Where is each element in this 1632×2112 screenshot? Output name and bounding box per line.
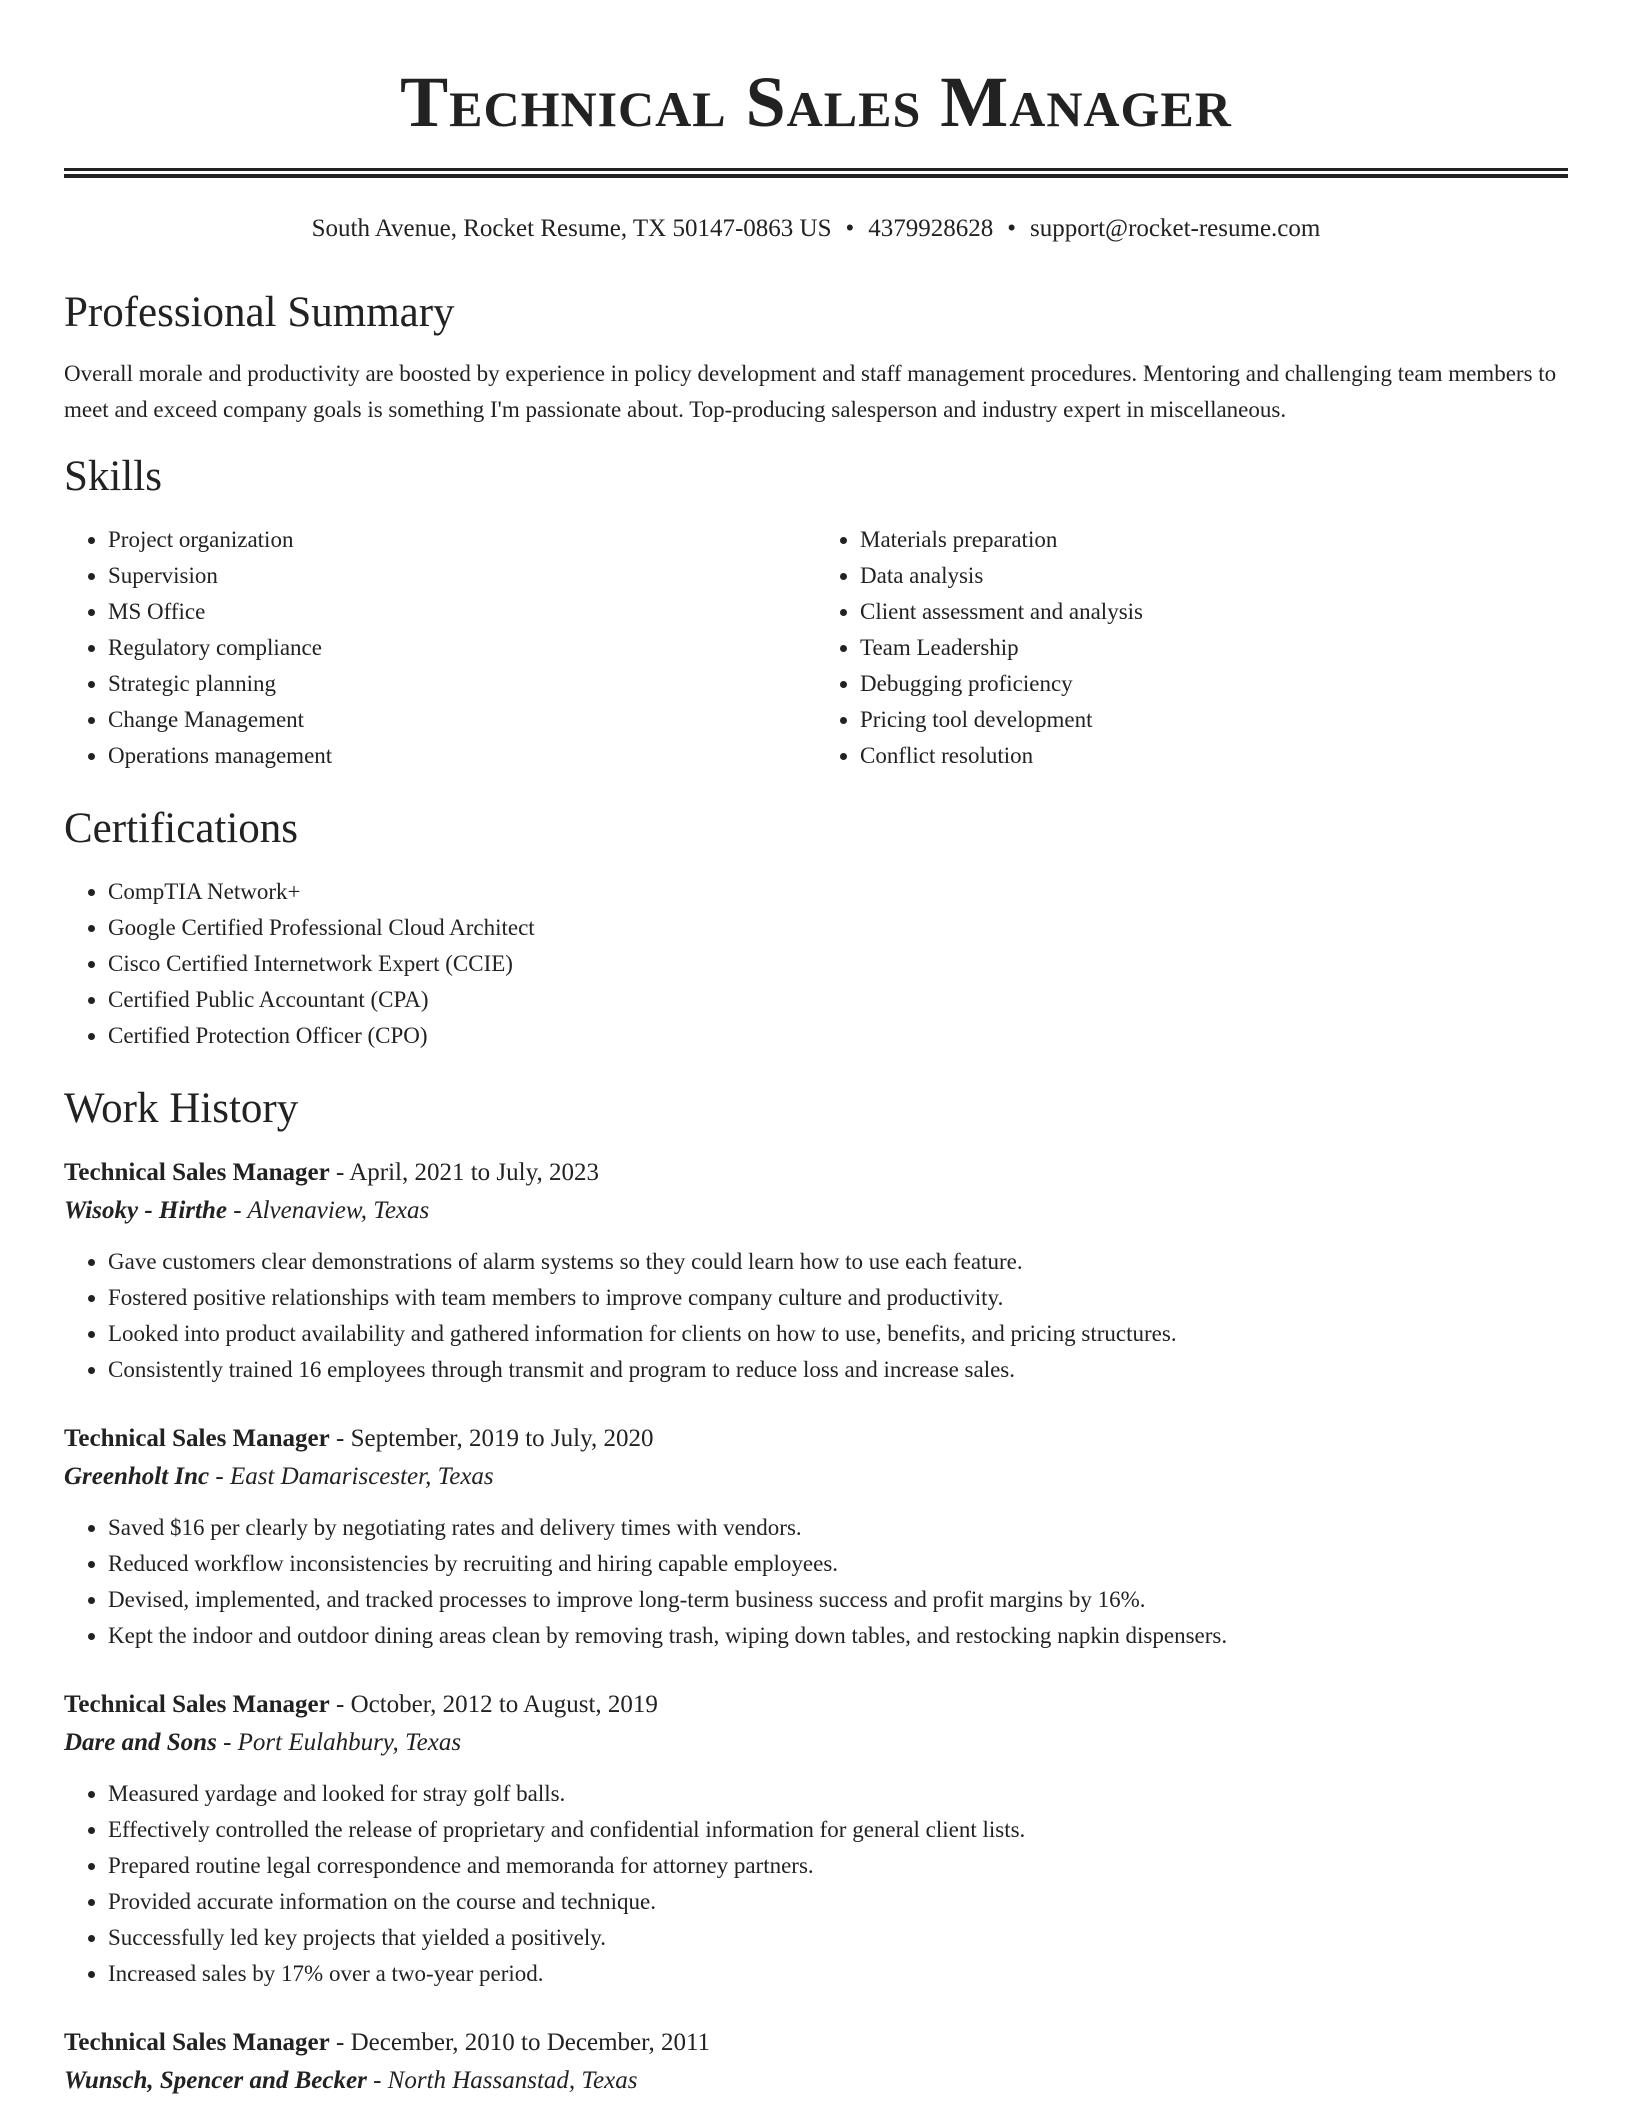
certification-item: • CompTIA Network+ [108, 874, 1568, 910]
job-bullets [64, 1776, 1568, 1992]
skills-grid [64, 522, 1568, 774]
skills-list-right [816, 522, 1568, 774]
skill-item: • Supervision [108, 558, 816, 594]
job-title-line [64, 2024, 1568, 2062]
contact-address: South Avenue, Rocket Resume, TX 50147-0863 US [311, 215, 832, 242]
job-bullet: • Consistently trained 16 employees through transmit and program to reduce loss and increase sales. [108, 1352, 1568, 1388]
job-bullet: • Reduced workflow inconsistencies by recruiting and hiring capable employees. [108, 1546, 1568, 1582]
job-company: Wunsch, Spencer and Becker [64, 2067, 367, 2094]
skill-item: • Data analysis [860, 558, 1568, 594]
job-role: Technical Sales Manager [64, 1691, 330, 1718]
skill-item: • Regulatory compliance [108, 630, 816, 666]
skill-item: • Operations management [108, 738, 816, 774]
contact-phone: 4379928628 [868, 215, 994, 242]
skills-heading: Skills [64, 453, 162, 500]
job-role: Technical Sales Manager [64, 1425, 330, 1452]
contact-separator: • [1007, 215, 1017, 242]
summary-heading: Professional Summary [64, 289, 455, 336]
job-dates: - October, 2012 to August, 2019 [329, 1691, 658, 1718]
certification-item: • Cisco Certified Internetwork Expert (CCIE) [108, 946, 1568, 982]
skill-item: • Strategic planning [108, 666, 816, 702]
job-location: - North Hassanstad, Texas [366, 2067, 638, 2094]
title-double-rule [64, 168, 1568, 178]
job-bullet: • Devised, implemented, and tracked processes to improve long-term business success and profit margins by 16%. [108, 1582, 1568, 1618]
contact-email[interactable]: support@rocket-resume.com [1030, 215, 1321, 242]
job-bullet: • Saved $16 per clearly by negotiating rates and delivery times with vendors. [108, 1510, 1568, 1546]
skill-item: • Conflict resolution [860, 738, 1568, 774]
job-location: - East Damariscester, Texas [209, 1463, 494, 1490]
job-dates: - December, 2010 to December, 2011 [329, 2029, 711, 2056]
job-company: Wisoky - Hirthe [64, 1197, 227, 1224]
certification-item: • Google Certified Professional Cloud Architect [108, 910, 1568, 946]
skill-item: • Client assessment and analysis [860, 594, 1568, 630]
summary-text: Overall morale and productivity are boosted by experience in policy development and staff management procedures. Mentoring and challenging team members to meet and exceed company goals is something I'm passionate about. Top-producing salesperson and industry expert in miscellaneous. [64, 361, 1557, 422]
job-title-line [64, 1154, 1568, 1192]
job-company-line [64, 2062, 1568, 2100]
job-company-line [64, 1724, 1568, 1762]
job-title-line [64, 1420, 1568, 1458]
contact-line [64, 212, 1568, 246]
job-location: - Port Eulahbury, Texas [216, 1729, 462, 1756]
job-bullet: • Prepared routine legal correspondence and memoranda for attorney partners. [108, 1848, 1568, 1884]
job-entry [64, 1686, 1568, 1992]
job-company: Greenholt Inc [64, 1463, 210, 1490]
skills-list-left [64, 522, 816, 774]
job-bullet: • Gave customers clear demonstrations of alarm systems so they could learn how to use each feature. [108, 1244, 1568, 1280]
job-bullet: • Effectively controlled the release of proprietary and confidential information for general client lists. [108, 1812, 1568, 1848]
job-role: Technical Sales Manager [64, 2029, 330, 2056]
job-company-line [64, 1458, 1568, 1496]
job-entry [64, 1420, 1568, 1654]
job-bullets [64, 1244, 1568, 1388]
job-bullet: • Fostered positive relationships with team members to improve company culture and productivity. [108, 1280, 1568, 1316]
job-bullet: • Looked into product availability and gathered information for clients on how to use, benefits, and pricing structures. [108, 1316, 1568, 1352]
certifications-list [64, 874, 1568, 1054]
certification-item: • Certified Protection Officer (CPO) [108, 1018, 1568, 1054]
job-company: Dare and Sons [64, 1729, 217, 1756]
skill-item: • Debugging proficiency [860, 666, 1568, 702]
job-role: Technical Sales Manager [64, 1159, 330, 1186]
job-title-line [64, 1686, 1568, 1724]
job-dates: - April, 2021 to July, 2023 [329, 1159, 599, 1186]
job-entry [64, 2024, 1568, 2100]
job-location: - Alvenaview, Texas [226, 1197, 430, 1224]
job-company-line [64, 1192, 1568, 1230]
skill-item: • Team Leadership [860, 630, 1568, 666]
job-bullets [64, 1510, 1568, 1654]
job-bullet: • Measured yardage and looked for stray golf balls. [108, 1776, 1568, 1812]
certification-item: • Certified Public Accountant (CPA) [108, 982, 1568, 1018]
skill-item: • Change Management [108, 702, 816, 738]
job-dates: - September, 2019 to July, 2020 [329, 1425, 654, 1452]
resume-title: Technical Sales Manager [400, 62, 1232, 142]
job-bullet: • Kept the indoor and outdoor dining areas clean by removing trash, wiping down tables, and restocking napkin dispensers. [108, 1618, 1568, 1654]
skill-item: • Pricing tool development [860, 702, 1568, 738]
skill-item: • MS Office [108, 594, 816, 630]
job-bullet: • Provided accurate information on the course and technique. [108, 1884, 1568, 1920]
skill-item: • Project organization [108, 522, 816, 558]
job-bullet: • Successfully led key projects that yielded a positively. [108, 1920, 1568, 1956]
contact-separator: • [845, 215, 855, 242]
work-history-heading: Work History [64, 1085, 299, 1132]
job-bullet: • Increased sales by 17% over a two-year period. [108, 1956, 1568, 1992]
certifications-heading: Certifications [64, 805, 299, 852]
skill-item: • Materials preparation [860, 522, 1568, 558]
job-entry [64, 1154, 1568, 1388]
